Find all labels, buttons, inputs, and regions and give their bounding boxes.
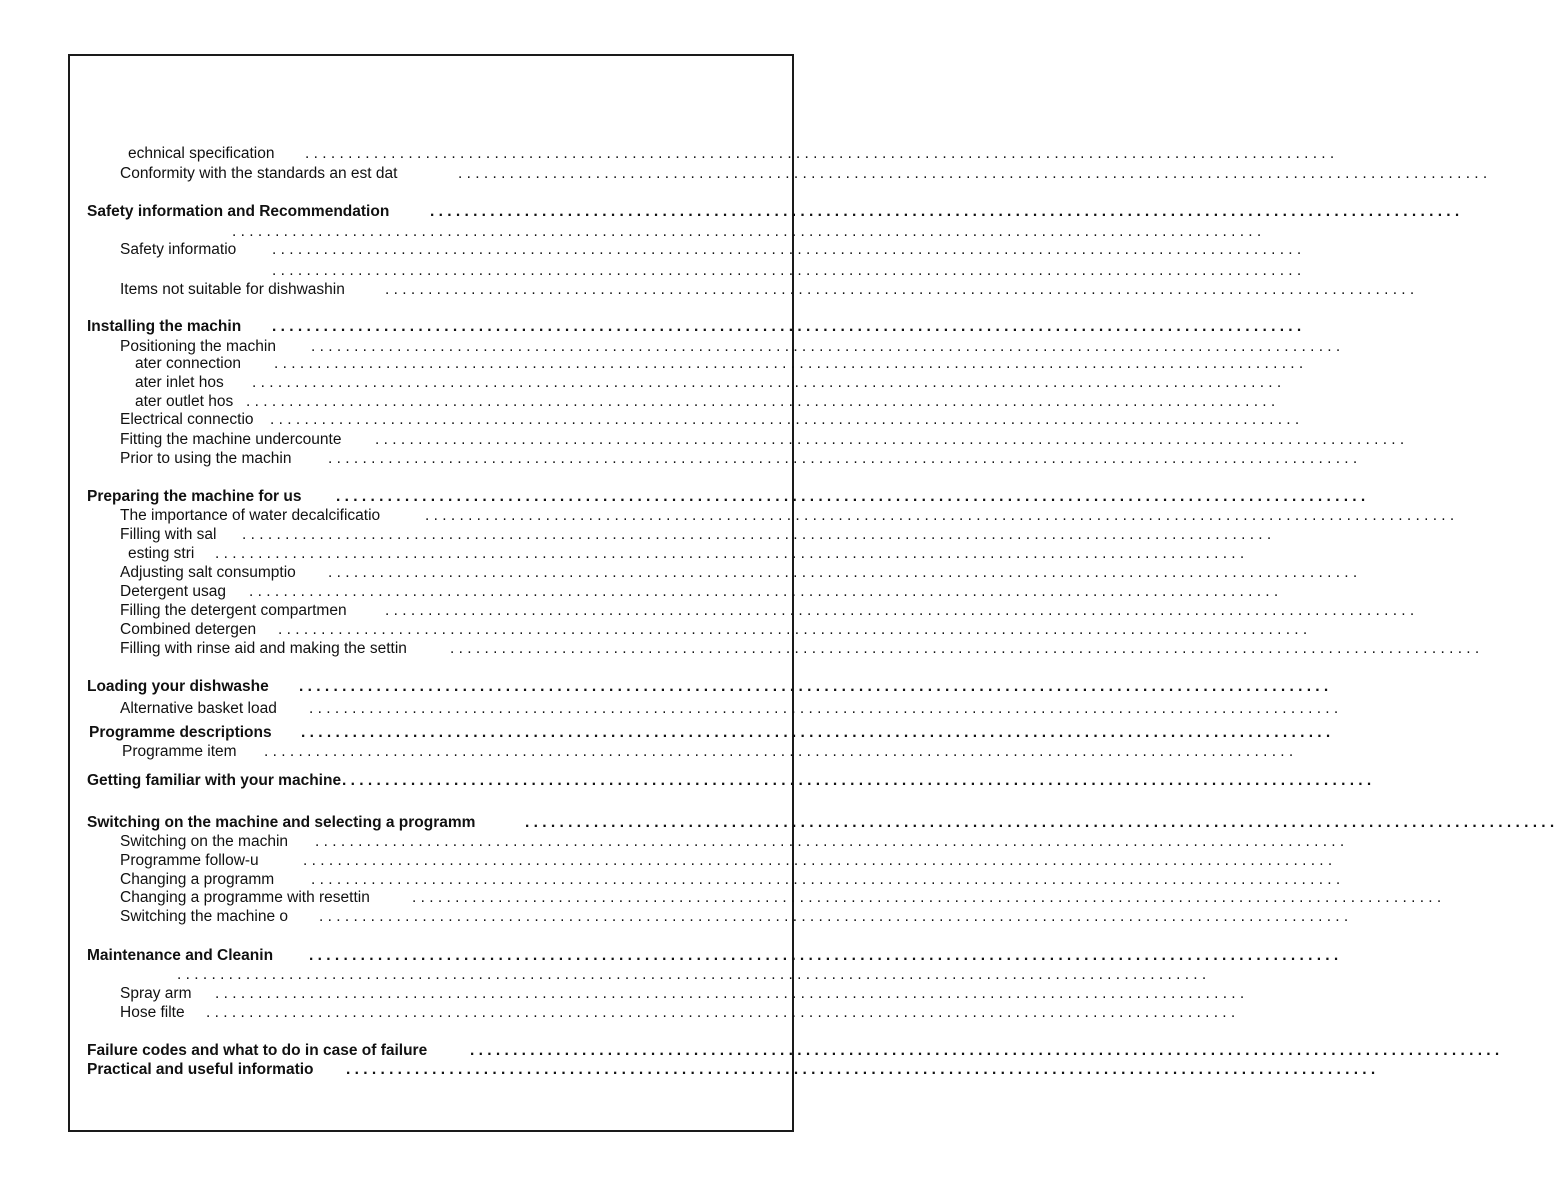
dot-leader: . . . . . . . . . . . . . . . . . . . . . . . . . . . . . . . . . . . . . . . . . . . . . . . . . . . . . . . . . . . . . . . . . . . . . . . . . . . . . . . . . . . . . . . . . . . . . . . . . . . . . . . . . . . . . . . . . . . . . . . . [215, 985, 1245, 1002]
toc-entry [0, 621, 1308, 639]
dot-leader: . . . . . . . . . . . . . . . . . . . . . . . . . . . . . . . . . . . . . . . . . . . . . . . . . . . . . . . . . . . . . . . . . . . . . . . . . . . . . . . . . . . . . . . . . . . . . . . . . . . . . . . . . . . . . . . . . . . . . . . . [309, 947, 1339, 964]
toc-label-esting-stri: esting stri [128, 545, 195, 562]
dot-leader: . . . . . . . . . . . . . . . . . . . . . . . . . . . . . . . . . . . . . . . . . . . . . . . . . . . . . . . . . . . . . . . . . . . . . . . . . . . . . . . . . . . . . . . . . . . . . . . . . . . . . . . . . . . . . . . . . . . . . . . . [305, 145, 1335, 162]
dot-leader: . . . . . . . . . . . . . . . . . . . . . . . . . . . . . . . . . . . . . . . . . . . . . . . . . . . . . . . . . . . . . . . . . . . . . . . . . . . . . . . . . . . . . . . . . . . . . . . . . . . . . . . . . . . . . . . . . . . . . . . . [272, 318, 1302, 335]
dot-leader: . . . . . . . . . . . . . . . . . . . . . . . . . . . . . . . . . . . . . . . . . . . . . . . . . . . . . . . . . . . . . . . . . . . . . . . . . . . . . . . . . . . . . . . . . . . . . . . . . . . . . . . . . . . . . . . . . . . . . . . . [246, 393, 1276, 410]
toc-label-echnical-specification: echnical specification [128, 145, 275, 162]
toc-label-ater-inlet-hos: ater inlet hos [135, 374, 224, 391]
toc-label-loading-your-dishwashe: Loading your dishwashe [87, 678, 269, 695]
toc-label-switching-on-the-machine-and-selecting-a-programm: Switching on the machine and selecting a programm [87, 814, 476, 831]
toc-label-changing-a-programm: Changing a programm [120, 871, 275, 888]
toc-heading [0, 488, 1366, 506]
dot-leader: . . . . . . . . . . . . . . . . . . . . . . . . . . . . . . . . . . . . . . . . . . . . . . . . . . . . . . . . . . . . . . . . . . . . . . . . . . . . . . . . . . . . . . . . . . . . . . . . . . . . . . . . . . . . . . . . . . . . . . . . [385, 281, 1415, 298]
toc-label-spray-arm: Spray arm [120, 985, 192, 1002]
toc-entry [0, 507, 1455, 525]
dot-leader: . . . . . . . . . . . . . . . . . . . . . . . . . . . . . . . . . . . . . . . . . . . . . . . . . . . . . . . . . . . . . . . . . . . . . . . . . . . . . . . . . . . . . . . . . . . . . . . . . . . . . . . . . . . . . . . . . . . . . . . . [252, 374, 1282, 391]
toc-label-switching-the-machine-o: Switching the machine o [120, 908, 289, 925]
toc-label-programme-item: Programme item [122, 743, 237, 760]
toc-entry [0, 700, 1339, 718]
toc-heading [0, 1061, 1376, 1079]
toc-label-changing-a-programme-with-resettin: Changing a programme with resettin [120, 889, 370, 906]
dot-leader: . . . . . . . . . . . . . . . . . . . . . . . . . . . . . . . . . . . . . . . . . . . . . . . . . . . . . . . . . . . . . . . . . . . . . . . . . . . . . . . . . . . . . . . . . . . . . . . . . . . . . . . . . . . . . . . . . . . . . . . . [177, 966, 1207, 983]
toc-label-combined-detergen: Combined detergen [120, 621, 257, 638]
dot-leader: . . . . . . . . . . . . . . . . . . . . . . . . . . . . . . . . . . . . . . . . . . . . . . . . . . . . . . . . . . . . . . . . . . . . . . . . . . . . . . . . . . . . . . . . . . . . . . . . . . . . . . . . . . . . . . . . . . . . . . . . [346, 1061, 1376, 1078]
toc-entry [0, 889, 1442, 907]
toc-label-items-not-suitable-for-dishwashin: Items not suitable for dishwashin [120, 281, 345, 298]
toc-label-adjusting-salt-consumptio: Adjusting salt consumptio [120, 564, 296, 581]
toc-entry [0, 743, 1294, 761]
toc-entry [0, 165, 1488, 183]
toc-label-filling-the-detergent-compartmen: Filling the detergent compartmen [120, 602, 347, 619]
dot-leader: . . . . . . . . . . . . . . . . . . . . . . . . . . . . . . . . . . . . . . . . . . . . . . . . . . . . . . . . . . . . . . . . . . . . . . . . . . . . . . . . . . . . . . . . . . . . . . . . . . . . . . . . . . . . . . . . . . . . . . . . [303, 852, 1333, 869]
dot-leader: . . . . . . . . . . . . . . . . . . . . . . . . . . . . . . . . . . . . . . . . . . . . . . . . . . . . . . . . . . . . . . . . . . . . . . . . . . . . . . . . . . . . . . . . . . . . . . . . . . . . . . . . . . . . . . . . . . . . . . . . [525, 814, 1554, 831]
toc-label-hose-filte: Hose filte [120, 1004, 185, 1021]
toc-label-ater-outlet-hos: ater outlet hos [135, 393, 234, 410]
toc-heading [0, 947, 1339, 965]
dot-leader: . . . . . . . . . . . . . . . . . . . . . . . . . . . . . . . . . . . . . . . . . . . . . . . . . . . . . . . . . . . . . . . . . . . . . . . . . . . . . . . . . . . . . . . . . . . . . . . . . . . . . . . . . . . . . . . . . . . . . . . . [470, 1042, 1500, 1059]
toc-heading [0, 772, 1372, 790]
toc-entry [0, 355, 1304, 373]
toc-entry [0, 545, 1245, 563]
toc-entry [0, 602, 1415, 620]
dot-leader: . . . . . . . . . . . . . . . . . . . . . . . . . . . . . . . . . . . . . . . . . . . . . . . . . . . . . . . . . . . . . . . . . . . . . . . . . . . . . . . . . . . . . . . . . . . . . . . . . . . . . . . . . . . . . . . . . . . . . . . . [301, 724, 1331, 741]
dot-leader: . . . . . . . . . . . . . . . . . . . . . . . . . . . . . . . . . . . . . . . . . . . . . . . . . . . . . . . . . . . . . . . . . . . . . . . . . . . . . . . . . . . . . . . . . . . . . . . . . . . . . . . . . . . . . . . . . . . . . . . . [242, 526, 1272, 543]
dot-leader: . . . . . . . . . . . . . . . . . . . . . . . . . . . . . . . . . . . . . . . . . . . . . . . . . . . . . . . . . . . . . . . . . . . . . . . . . . . . . . . . . . . . . . . . . . . . . . . . . . . . . . . . . . . . . . . . . . . . . . . . [450, 640, 1480, 657]
toc-entry [0, 411, 1300, 429]
toc-entry [0, 871, 1341, 889]
toc-entry [0, 985, 1245, 1003]
dot-leader: . . . . . . . . . . . . . . . . . . . . . . . . . . . . . . . . . . . . . . . . . . . . . . . . . . . . . . . . . . . . . . . . . . . . . . . . . . . . . . . . . . . . . . . . . . . . . . . . . . . . . . . . . . . . . . . . . . . . . . . . [328, 450, 1358, 467]
toc-label-programme-follow-u: Programme follow-u [120, 852, 259, 869]
dot-leader: . . . . . . . . . . . . . . . . . . . . . . . . . . . . . . . . . . . . . . . . . . . . . . . . . . . . . . . . . . . . . . . . . . . . . . . . . . . . . . . . . . . . . . . . . . . . . . . . . . . . . . . . . . . . . . . . . . . . . . . . [311, 338, 1341, 355]
toc-label-getting-familiar-with-your-machine: Getting familiar with your machine [87, 772, 342, 789]
dot-leader: . . . . . . . . . . . . . . . . . . . . . . . . . . . . . . . . . . . . . . . . . . . . . . . . . . . . . . . . . . . . . . . . . . . . . . . . . . . . . . . . . . . . . . . . . . . . . . . . . . . . . . . . . . . . . . . . . . . . . . . . [272, 241, 1302, 258]
dot-leader: . . . . . . . . . . . . . . . . . . . . . . . . . . . . . . . . . . . . . . . . . . . . . . . . . . . . . . . . . . . . . . . . . . . . . . . . . . . . . . . . . . . . . . . . . . . . . . . . . . . . . . . . . . . . . . . . . . . . . . . . [385, 602, 1415, 619]
toc-label-practical-and-useful-informatio: Practical and useful informatio [87, 1061, 314, 1078]
dot-leader: . . . . . . . . . . . . . . . . . . . . . . . . . . . . . . . . . . . . . . . . . . . . . . . . . . . . . . . . . . . . . . . . . . . . . . . . . . . . . . . . . . . . . . . . . . . . . . . . . . . . . . . . . . . . . . . . . . . . . . . . [299, 678, 1329, 695]
toc-entry [0, 450, 1358, 468]
toc-heading [0, 1042, 1500, 1060]
toc-heading [0, 724, 1331, 742]
dot-leader: . . . . . . . . . . . . . . . . . . . . . . . . . . . . . . . . . . . . . . . . . . . . . . . . . . . . . . . . . . . . . . . . . . . . . . . . . . . . . . . . . . . . . . . . . . . . . . . . . . . . . . . . . . . . . . . . . . . . . . . . [336, 488, 1366, 505]
toc-heading [0, 814, 1554, 832]
toc-entry [0, 966, 1207, 984]
toc-entry [0, 241, 1302, 259]
toc-entry [0, 374, 1282, 392]
toc-entry [0, 833, 1345, 851]
toc-entry [0, 145, 1335, 163]
toc-label-detergent-usag: Detergent usag [120, 583, 226, 600]
toc-entry [0, 393, 1276, 411]
toc-entry [0, 1004, 1236, 1022]
toc-entry [0, 262, 1302, 280]
toc-label-filling-with-sal: Filling with sal [120, 526, 217, 543]
dot-leader: . . . . . . . . . . . . . . . . . . . . . . . . . . . . . . . . . . . . . . . . . . . . . . . . . . . . . . . . . . . . . . . . . . . . . . . . . . . . . . . . . . . . . . . . . . . . . . . . . . . . . . . . . . . . . . . . . . . . . . . . [375, 431, 1405, 448]
toc-label-safety-information-and-recommendation: Safety information and Recommendation [87, 203, 390, 220]
dot-leader: . . . . . . . . . . . . . . . . . . . . . . . . . . . . . . . . . . . . . . . . . . . . . . . . . . . . . . . . . . . . . . . . . . . . . . . . . . . . . . . . . . . . . . . . . . . . . . . . . . . . . . . . . . . . . . . . . . . . . . . . [458, 165, 1488, 182]
toc-label-alternative-basket-load: Alternative basket load [120, 700, 277, 717]
toc-heading [0, 678, 1329, 696]
toc-label-failure-codes-and-what-to-do-in-case-of-failure: Failure codes and what to do in case of failure [87, 1042, 428, 1059]
dot-leader: . . . . . . . . . . . . . . . . . . . . . . . . . . . . . . . . . . . . . . . . . . . . . . . . . . . . . . . . . . . . . . . . . . . . . . . . . . . . . . . . . . . . . . . . . . . . . . . . . . . . . . . . . . . . . . . . . . . . . . . . [232, 223, 1262, 240]
toc-label-switching-on-the-machin: Switching on the machin [120, 833, 289, 850]
dot-leader: . . . . . . . . . . . . . . . . . . . . . . . . . . . . . . . . . . . . . . . . . . . . . . . . . . . . . . . . . . . . . . . . . . . . . . . . . . . . . . . . . . . . . . . . . . . . . . . . . . . . . . . . . . . . . . . . . . . . . . . . [264, 743, 1294, 760]
toc-heading [0, 203, 1460, 221]
toc-heading [0, 318, 1302, 336]
toc-entry [0, 223, 1262, 241]
dot-leader: . . . . . . . . . . . . . . . . . . . . . . . . . . . . . . . . . . . . . . . . . . . . . . . . . . . . . . . . . . . . . . . . . . . . . . . . . . . . . . . . . . . . . . . . . . . . . . . . . . . . . . . . . . . . . . . . . . . . . . . . [315, 833, 1345, 850]
dot-leader: . . . . . . . . . . . . . . . . . . . . . . . . . . . . . . . . . . . . . . . . . . . . . . . . . . . . . . . . . . . . . . . . . . . . . . . . . . . . . . . . . . . . . . . . . . . . . . . . . . . . . . . . . . . . . . . . . . . . . . . . [412, 889, 1442, 906]
toc-entry [0, 640, 1480, 658]
dot-leader: . . . . . . . . . . . . . . . . . . . . . . . . . . . . . . . . . . . . . . . . . . . . . . . . . . . . . . . . . . . . . . . . . . . . . . . . . . . . . . . . . . . . . . . . . . . . . . . . . . . . . . . . . . . . . . . . . . . . . . . . [215, 545, 1245, 562]
toc-entry [0, 852, 1333, 870]
toc-entry [0, 908, 1349, 926]
dot-leader: . . . . . . . . . . . . . . . . . . . . . . . . . . . . . . . . . . . . . . . . . . . . . . . . . . . . . . . . . . . . . . . . . . . . . . . . . . . . . . . . . . . . . . . . . . . . . . . . . . . . . . . . . . . . . . . . . . . . . . . . [328, 564, 1358, 581]
toc-label-safety-informatio: Safety informatio [120, 241, 237, 258]
dot-leader: . . . . . . . . . . . . . . . . . . . . . . . . . . . . . . . . . . . . . . . . . . . . . . . . . . . . . . . . . . . . . . . . . . . . . . . . . . . . . . . . . . . . . . . . . . . . . . . . . . . . . . . . . . . . . . . . . . . . . . . . [274, 355, 1304, 372]
toc-label-ater-connection: ater connection [135, 355, 241, 372]
toc-entry [0, 281, 1415, 299]
toc-label-positioning-the-machin: Positioning the machin [120, 338, 276, 355]
toc-label-preparing-the-machine-for-us: Preparing the machine for us [87, 488, 302, 505]
toc-label-fitting-the-machine-undercounte: Fitting the machine undercounte [120, 431, 342, 448]
toc-label-maintenance-and-cleanin: Maintenance and Cleanin [87, 947, 274, 964]
dot-leader: . . . . . . . . . . . . . . . . . . . . . . . . . . . . . . . . . . . . . . . . . . . . . . . . . . . . . . . . . . . . . . . . . . . . . . . . . . . . . . . . . . . . . . . . . . . . . . . . . . . . . . . . . . . . . . . . . . . . . . . . [270, 411, 1300, 428]
toc-entry [0, 564, 1358, 582]
dot-leader: . . . . . . . . . . . . . . . . . . . . . . . . . . . . . . . . . . . . . . . . . . . . . . . . . . . . . . . . . . . . . . . . . . . . . . . . . . . . . . . . . . . . . . . . . . . . . . . . . . . . . . . . . . . . . . . . . . . . . . . . [425, 507, 1455, 524]
dot-leader: . . . . . . . . . . . . . . . . . . . . . . . . . . . . . . . . . . . . . . . . . . . . . . . . . . . . . . . . . . . . . . . . . . . . . . . . . . . . . . . . . . . . . . . . . . . . . . . . . . . . . . . . . . . . . . . . . . . . . . . . [311, 871, 1341, 888]
toc-label-conformity-with-the-standards-an-est-dat: Conformity with the standards an est dat [120, 165, 398, 182]
toc-entry [0, 583, 1279, 601]
toc-label-filling-with-rinse-aid-and-making-the-settin: Filling with rinse aid and making the settin [120, 640, 407, 657]
toc-label-prior-to-using-the-machin: Prior to using the machin [120, 450, 292, 467]
dot-leader: . . . . . . . . . . . . . . . . . . . . . . . . . . . . . . . . . . . . . . . . . . . . . . . . . . . . . . . . . . . . . . . . . . . . . . . . . . . . . . . . . . . . . . . . . . . . . . . . . . . . . . . . . . . . . . . . . . . . . . . . [249, 583, 1279, 600]
dot-leader: . . . . . . . . . . . . . . . . . . . . . . . . . . . . . . . . . . . . . . . . . . . . . . . . . . . . . . . . . . . . . . . . . . . . . . . . . . . . . . . . . . . . . . . . . . . . . . . . . . . . . . . . . . . . . . . . . . . . . . . . [206, 1004, 1236, 1021]
dot-leader: . . . . . . . . . . . . . . . . . . . . . . . . . . . . . . . . . . . . . . . . . . . . . . . . . . . . . . . . . . . . . . . . . . . . . . . . . . . . . . . . . . . . . . . . . . . . . . . . . . . . . . . . . . . . . . . . . . . . . . . . [309, 700, 1339, 717]
dot-leader: . . . . . . . . . . . . . . . . . . . . . . . . . . . . . . . . . . . . . . . . . . . . . . . . . . . . . . . . . . . . . . . . . . . . . . . . . . . . . . . . . . . . . . . . . . . . . . . . . . . . . . . . . . . . . . . . . . . . . . . . [278, 621, 1308, 638]
dot-leader: . . . . . . . . . . . . . . . . . . . . . . . . . . . . . . . . . . . . . . . . . . . . . . . . . . . . . . . . . . . . . . . . . . . . . . . . . . . . . . . . . . . . . . . . . . . . . . . . . . . . . . . . . . . . . . . . . . . . . . . . [342, 772, 1372, 789]
toc-label-installing-the-machin: Installing the machin [87, 318, 242, 335]
toc-label-the-importance-of-water-decalcificatio: The importance of water decalcificatio [120, 507, 381, 524]
toc-label-programme-descriptions: Programme descriptions [89, 724, 272, 741]
toc-entry [0, 338, 1341, 356]
dot-leader: . . . . . . . . . . . . . . . . . . . . . . . . . . . . . . . . . . . . . . . . . . . . . . . . . . . . . . . . . . . . . . . . . . . . . . . . . . . . . . . . . . . . . . . . . . . . . . . . . . . . . . . . . . . . . . . . . . . . . . . . [430, 203, 1460, 220]
toc-label-electrical-connectio: Electrical connectio [120, 411, 254, 428]
dot-leader: . . . . . . . . . . . . . . . . . . . . . . . . . . . . . . . . . . . . . . . . . . . . . . . . . . . . . . . . . . . . . . . . . . . . . . . . . . . . . . . . . . . . . . . . . . . . . . . . . . . . . . . . . . . . . . . . . . . . . . . . [272, 262, 1302, 279]
dot-leader: . . . . . . . . . . . . . . . . . . . . . . . . . . . . . . . . . . . . . . . . . . . . . . . . . . . . . . . . . . . . . . . . . . . . . . . . . . . . . . . . . . . . . . . . . . . . . . . . . . . . . . . . . . . . . . . . . . . . . . . . [319, 908, 1349, 925]
toc-entry [0, 431, 1405, 449]
toc-entry [0, 526, 1272, 544]
